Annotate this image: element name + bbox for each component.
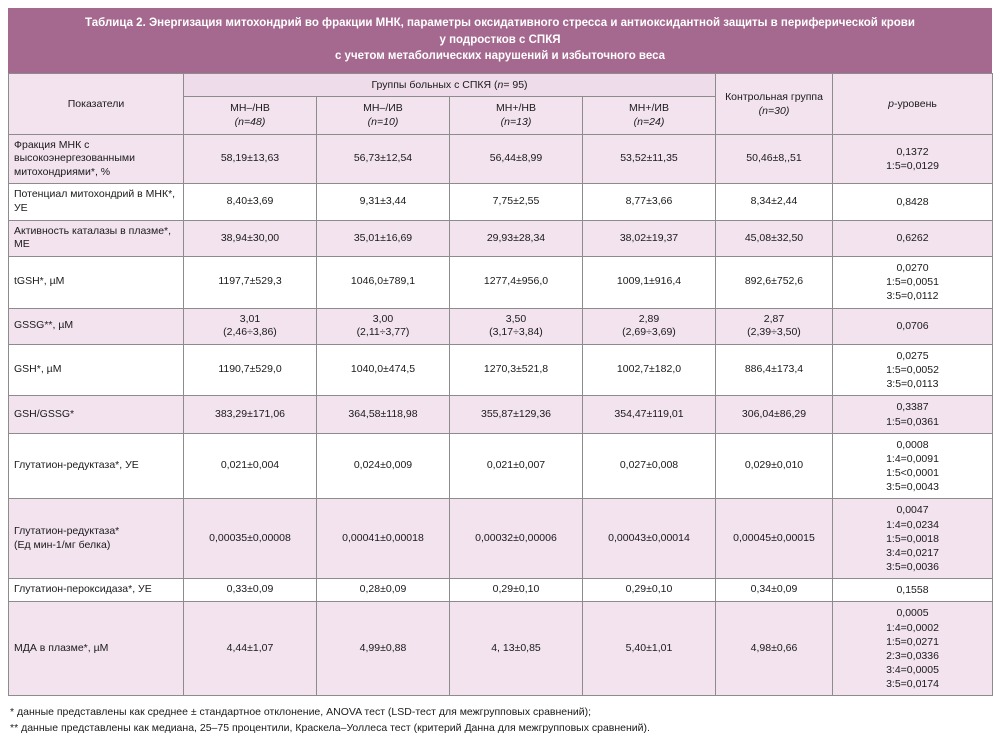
col-header-indicators: Показатели bbox=[9, 74, 184, 135]
cell-group-1: 4,44±1,07 bbox=[184, 602, 317, 696]
cell-pvalue: 0,1558 bbox=[833, 579, 993, 602]
cell-group-1: 1197,7±529,3 bbox=[184, 257, 317, 309]
cell-group-3: 0,00032±0,00006 bbox=[450, 499, 583, 579]
table-row bbox=[9, 602, 993, 696]
cell-group-1: 0,021±0,004 bbox=[184, 433, 317, 499]
cell-group-1: 1190,7±529,0 bbox=[184, 344, 317, 396]
cell-group-2: 9,31±3,44 bbox=[317, 184, 450, 220]
col-header-pvalue: p-уровень bbox=[833, 74, 993, 135]
cell-control: 8,34±2,44 bbox=[716, 184, 833, 220]
table-row bbox=[9, 308, 993, 344]
cell-control: 2,87 (2,39÷3,50) bbox=[716, 308, 833, 344]
cell-group-2: 4,99±0,88 bbox=[317, 602, 450, 696]
cell-group-3: 7,75±2,55 bbox=[450, 184, 583, 220]
col-header-group-span bbox=[184, 74, 716, 97]
cell-group-1: 0,33±0,09 bbox=[184, 579, 317, 602]
col-header-group-1 bbox=[184, 97, 317, 134]
group-1-name: МН–/НВ bbox=[230, 102, 270, 115]
cell-control: 306,04±86,29 bbox=[716, 396, 833, 433]
cell-group-3: 3,50 (3,17÷3,84) bbox=[450, 308, 583, 344]
cell-control: 886,4±173,4 bbox=[716, 344, 833, 396]
cell-pvalue: 0,0047 1:4=0,0234 1:5=0,0018 3:4=0,0217 3:5=0,0036 bbox=[833, 499, 993, 579]
footnote-1: * данные представлены как среднее ± стандартное отклонение, ANOVA тест (LSD-тест для межгрупповых сравнений); bbox=[10, 706, 592, 719]
cell-pvalue: 0,0008 1:4=0,0091 1:5<0,0001 3:5=0,0043 bbox=[833, 433, 993, 499]
group-2-name: МН–/ИВ bbox=[363, 102, 403, 115]
data-table bbox=[8, 73, 993, 696]
cell-group-4: 53,52±11,35 bbox=[583, 134, 716, 184]
cell-group-1: 38,94±30,00 bbox=[184, 220, 317, 256]
row-label: Глутатион-пероксидаза*, УЕ bbox=[9, 579, 184, 602]
table-row bbox=[9, 184, 993, 220]
cell-pvalue: 0,6262 bbox=[833, 220, 993, 256]
col-header-group-2 bbox=[317, 97, 450, 134]
cell-group-2: 35,01±16,69 bbox=[317, 220, 450, 256]
table-row bbox=[9, 134, 993, 184]
cell-control: 4,98±0,66 bbox=[716, 602, 833, 696]
table-row bbox=[9, 433, 993, 499]
row-label: МДА в плазме*, µМ bbox=[9, 602, 184, 696]
table-row bbox=[9, 396, 993, 433]
group-1-n: (n=48) bbox=[234, 116, 266, 129]
cell-group-1: 0,00035±0,00008 bbox=[184, 499, 317, 579]
cell-group-3: 1277,4±956,0 bbox=[450, 257, 583, 309]
table-title-line2: у подростков с СПКЯ bbox=[439, 33, 561, 46]
cell-group-4: 5,40±1,01 bbox=[583, 602, 716, 696]
control-n: (n=30) bbox=[758, 104, 790, 117]
cell-group-4: 38,02±19,37 bbox=[583, 220, 716, 256]
table-row bbox=[9, 499, 993, 579]
cell-group-2: 3,00 (2,11÷3,77) bbox=[317, 308, 450, 344]
row-label: Потенциал митохондрий в МНК*, УЕ bbox=[9, 184, 184, 220]
cell-group-1: 383,29±171,06 bbox=[184, 396, 317, 433]
cell-control: 0,34±0,09 bbox=[716, 579, 833, 602]
row-label: Глутатион-редуктаза*, УЕ bbox=[9, 433, 184, 499]
cell-pvalue: 0,3387 1:5=0,0361 bbox=[833, 396, 993, 433]
cell-pvalue: 0,0706 bbox=[833, 308, 993, 344]
cell-control: 0,00045±0,00015 bbox=[716, 499, 833, 579]
table-title bbox=[8, 8, 992, 73]
cell-group-2: 0,28±0,09 bbox=[317, 579, 450, 602]
group-2-n: (n=10) bbox=[367, 116, 399, 129]
cell-control: 0,029±0,010 bbox=[716, 433, 833, 499]
cell-group-2: 0,024±0,009 bbox=[317, 433, 450, 499]
group-4-name: МН+/ИВ bbox=[629, 102, 669, 115]
cell-group-1: 58,19±13,63 bbox=[184, 134, 317, 184]
row-label: Глутатион-редуктаза* (Ед мин-1/мг белка) bbox=[9, 499, 184, 579]
footnote-2: ** данные представлены как медиана, 25–75 процентили, Краскела–Уоллеса тест (критерий Данна для межгрупповых сравнений). bbox=[10, 722, 650, 735]
cell-group-2: 0,00041±0,00018 bbox=[317, 499, 450, 579]
table-title-line1: Таблица 2. Энергизация митохондрий во фракции МНК, параметры оксидативного стресса и антиоксидантной защиты в периферической крови bbox=[85, 17, 915, 29]
row-label: GSH/GSSG* bbox=[9, 396, 184, 433]
table-row bbox=[9, 579, 993, 602]
col-header-group-3 bbox=[450, 97, 583, 134]
group-4-n: (n=24) bbox=[633, 116, 665, 129]
cell-group-4: 1002,7±182,0 bbox=[583, 344, 716, 396]
cell-pvalue: 0,1372 1:5=0,0129 bbox=[833, 134, 993, 184]
row-label: GSH*, µМ bbox=[9, 344, 184, 396]
row-label: GSSG**, µМ bbox=[9, 308, 184, 344]
cell-group-3: 0,021±0,007 bbox=[450, 433, 583, 499]
group-span-label: Группы больных с СПКЯ (n= 95) bbox=[371, 79, 528, 92]
cell-pvalue: 0,8428 bbox=[833, 184, 993, 220]
table-row bbox=[9, 344, 993, 396]
cell-pvalue: 0,0275 1:5=0,0052 3:5=0,0113 bbox=[833, 344, 993, 396]
cell-control: 50,46±8,,51 bbox=[716, 134, 833, 184]
table-row bbox=[9, 257, 993, 309]
cell-group-1: 3,01 (2,46÷3,86) bbox=[184, 308, 317, 344]
cell-control: 892,6±752,6 bbox=[716, 257, 833, 309]
cell-group-4: 0,29±0,10 bbox=[583, 579, 716, 602]
table-title-line3: с учетом метаболических нарушений и избыточного веса bbox=[334, 50, 666, 63]
cell-group-4: 8,77±3,66 bbox=[583, 184, 716, 220]
cell-group-3: 1270,3±521,8 bbox=[450, 344, 583, 396]
cell-control: 45,08±32,50 bbox=[716, 220, 833, 256]
cell-group-2: 1046,0±789,1 bbox=[317, 257, 450, 309]
control-label: Контрольная группа bbox=[725, 90, 823, 103]
cell-group-4: 2,89 (2,69÷3,69) bbox=[583, 308, 716, 344]
table-head bbox=[9, 74, 993, 135]
cell-group-3: 0,29±0,10 bbox=[450, 579, 583, 602]
footnotes bbox=[8, 705, 992, 737]
cell-group-3: 355,87±129,36 bbox=[450, 396, 583, 433]
cell-group-4: 1009,1±916,4 bbox=[583, 257, 716, 309]
group-3-n: (n=13) bbox=[500, 116, 532, 129]
col-header-group-4 bbox=[583, 97, 716, 134]
cell-group-4: 0,00043±0,00014 bbox=[583, 499, 716, 579]
cell-group-2: 364,58±118,98 bbox=[317, 396, 450, 433]
table-row bbox=[9, 220, 993, 256]
row-label: Активность каталазы в плазме*, МЕ bbox=[9, 220, 184, 256]
cell-group-2: 1040,0±474,5 bbox=[317, 344, 450, 396]
cell-pvalue: 0,0005 1:4=0,0002 1:5=0,0271 2:3=0,0336 3:4=0,0005 3:5=0,0174 bbox=[833, 602, 993, 696]
cell-group-4: 354,47±119,01 bbox=[583, 396, 716, 433]
table-body bbox=[9, 134, 993, 696]
cell-pvalue: 0,0270 1:5=0,0051 3:5=0,0112 bbox=[833, 257, 993, 309]
group-3-name: МН+/НВ bbox=[496, 102, 536, 115]
col-header-control bbox=[716, 74, 833, 135]
cell-group-2: 56,73±12,54 bbox=[317, 134, 450, 184]
row-label: Фракция МНК с высокоэнергезованными митохондриями*, % bbox=[9, 134, 184, 184]
cell-group-3: 4, 13±0,85 bbox=[450, 602, 583, 696]
cell-group-3: 56,44±8,99 bbox=[450, 134, 583, 184]
cell-group-1: 8,40±3,69 bbox=[184, 184, 317, 220]
cell-group-3: 29,93±28,34 bbox=[450, 220, 583, 256]
cell-group-4: 0,027±0,008 bbox=[583, 433, 716, 499]
row-label: tGSH*, µМ bbox=[9, 257, 184, 309]
